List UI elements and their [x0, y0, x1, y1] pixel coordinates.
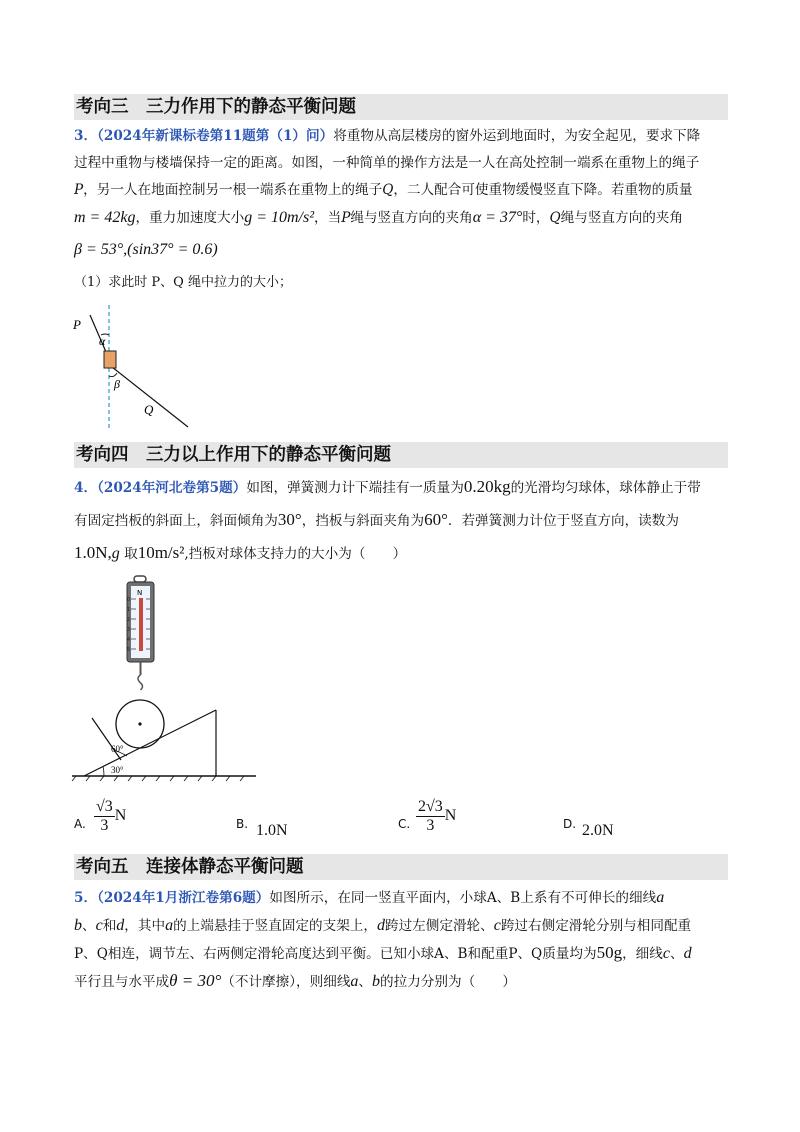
option-c-label[interactable]: C. [398, 817, 411, 831]
weight-block [104, 351, 116, 368]
scale-indicator [139, 598, 143, 651]
option-d-label[interactable]: D. [563, 817, 577, 831]
mass-value: m = 42kg [74, 209, 136, 226]
tick-1: 1 [127, 607, 131, 613]
scale-hook [138, 675, 143, 690]
section-heading-4: 考向四 三力以上作用下的静态平衡问题 [74, 442, 728, 468]
tick-5: 5 [127, 647, 131, 653]
tick-3: 3 [127, 627, 131, 633]
section-heading-3: 考向三 三力作用下的静态平衡问题 [74, 94, 728, 120]
alpha-value: α = 37° [472, 209, 523, 226]
tick-2: 2 [127, 617, 131, 623]
q4-line-2: 有固定挡板的斜面上，斜面倾角为30°，挡板与斜面夹角为60°．若弹簧测力计位于竖直方向，读数为 [74, 510, 679, 529]
angle-30-label: 30° [111, 765, 124, 775]
tick-4: 4 [127, 637, 131, 643]
section-heading-5: 考向五 连接体静态平衡问题 [74, 854, 728, 880]
q5-line-4: 平行且与水平成θ = 30°（不计摩擦），则细线a、b的拉力分别为（ ） [74, 971, 516, 990]
ball-center [138, 722, 141, 725]
option-b-value[interactable]: 1.0N [256, 822, 288, 839]
q3-line-4: m = 42kg，重力加速度大小g = 10m/s²，当P绳与竖直方向的夹角α = 37°时，Q绳与竖直方向的夹角 [74, 209, 683, 226]
label-p: P [73, 317, 81, 332]
label-alpha: α [99, 334, 106, 348]
beta-value: β = 53°,(sin37° = 0.6) [74, 241, 218, 258]
q4-line-1: 4．（2024年河北卷第5题）如图，弹簧测力计下端挂有一质量为0.20kg的光滑均匀球体，球体静止于带 [74, 477, 701, 496]
option-d-value[interactable]: 2.0N [582, 822, 614, 839]
option-c-value[interactable]: $\frac{2√3}{3}$ N [418, 798, 457, 834]
gravity-value: g = 10m/s² [244, 209, 315, 226]
q3-line-5 [74, 240, 218, 260]
option-a-label[interactable]: A. [74, 817, 86, 831]
question-number: 3． [74, 128, 98, 144]
q3-subquestion-1: （1）求此时 P、Q 绳中拉力的大小； [74, 275, 292, 290]
option-a-value[interactable]: $\frac{√3}{3}$ N [96, 798, 127, 834]
label-q: Q [144, 402, 154, 417]
q3-line-1: 3．（2024年新课标卷第11题第（1）问）将重物从高层楼房的窗外运到地面时，为安全起见，要求下降 [74, 128, 701, 144]
q4-line-3: 1.0N,g 取10m/s²,挡板对球体支持力的大小为（ ） [74, 543, 407, 562]
rope-q [112, 367, 188, 427]
q3-rope-figure [70, 305, 200, 430]
question-source: （2024年新课标卷第11题第（1）问） [97, 128, 334, 144]
q4-spring-scale-figure [70, 575, 260, 787]
scale-hook-top [134, 576, 146, 582]
q3-line-3: P，另一人在地面控制另一根一端系在重物上的绳子Q，二人配合可使重物缓慢竖直下降。若重物的质量 [74, 182, 693, 198]
ball-mass: 0.20kg [463, 477, 511, 496]
q5-line-2: b、c和d，其中a的上端悬挂于竖直固定的支架上，d跨过左侧定滑轮、c跨过右侧定滑轮分别与相同配重 [74, 917, 692, 934]
scale-unit: N [137, 589, 143, 597]
tick-0: 0 [127, 597, 131, 603]
q5-line-3: P、Q相连，调节左、右两侧定滑轮高度达到平衡。已知小球A、B和配重P、Q质量均为50g，细线c、d [74, 943, 692, 962]
label-beta: β [114, 377, 120, 391]
q5-line-1: 5．（2024年1月浙江卷第6题）如图所示，在同一竖直平面内，小球A、B上系有不可伸长的细线a [74, 889, 665, 906]
angle-30-arc [103, 766, 104, 776]
q3-line-2: 过程中重物与楼墙保持一定的距离。如图，一种简单的操作方法是一人在高处控制一端系在重物上的绳子 [74, 155, 700, 171]
angle-60-label: 60° [111, 744, 124, 754]
option-b-label[interactable]: B. [236, 817, 249, 831]
